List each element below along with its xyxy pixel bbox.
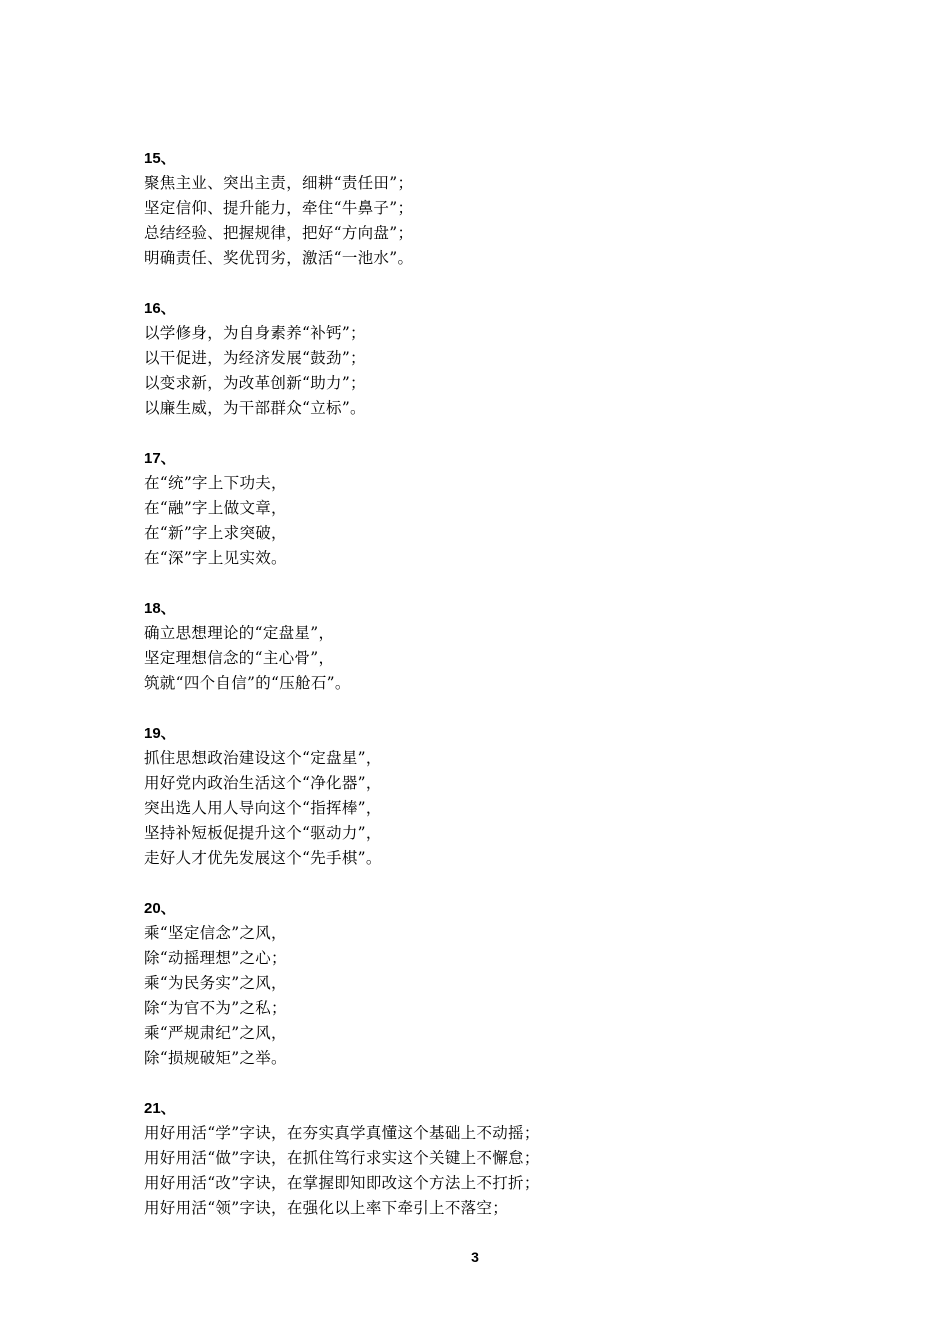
text-line: 在“新”字上求突破， (144, 524, 287, 542)
section-21 (144, 1096, 844, 1221)
text-line: 抓住思想政治建设这个“定盘星”， (144, 749, 382, 767)
text-line: 乘“为民务实”之风， (144, 974, 287, 992)
text-line: 乘“严规肃纪”之风， (144, 1024, 287, 1042)
text-line: 除“动摇理想”之心； (144, 949, 287, 967)
text-line: 走好人才优先发展这个“先手棋”。 (144, 849, 382, 867)
text-line: 坚定理想信念的“主心骨”， (144, 649, 335, 667)
section-19 (144, 721, 844, 871)
section-number: 19、 (144, 725, 176, 742)
text-line: 用好用活“做”字诀，在抓住笃行求实这个关键上不懈怠； (144, 1149, 540, 1167)
text-line: 用好用活“学”字诀，在夯实真学真懂这个基础上不动摇； (144, 1124, 540, 1142)
text-line: 总结经验、把握规律，把好“方向盘”； (144, 224, 414, 242)
section-16 (144, 296, 844, 421)
text-line: 用好用活“改”字诀，在掌握即知即改这个方法上不打折； (144, 1174, 540, 1192)
text-line: 以廉生威，为干部群众“立标”。 (144, 399, 366, 417)
text-line: 坚持补短板促提升这个“驱动力”， (144, 824, 382, 842)
text-line: 在“统”字上下功夫， (144, 474, 287, 492)
text-line: 筑就“四个自信”的“压舱石”。 (144, 674, 351, 692)
section-20 (144, 896, 844, 1071)
page-number: 3 (471, 1249, 479, 1265)
section-number: 15、 (144, 150, 176, 167)
section-18 (144, 596, 844, 696)
text-line: 用好党内政治生活这个“净化器”， (144, 774, 382, 792)
text-line: 聚焦主业、突出主责，细耕“责任田”； (144, 174, 414, 192)
text-line: 确立思想理论的“定盘星”， (144, 624, 335, 642)
section-number: 20、 (144, 900, 176, 917)
text-line: 在“深”字上见实效。 (144, 549, 287, 567)
text-line: 以变求新，为改革创新“助力”； (144, 374, 366, 392)
text-line: 以学修身，为自身素养“补钙”； (144, 324, 366, 342)
section-number: 17、 (144, 450, 176, 467)
text-line: 突出选人用人导向这个“指挥棒”， (144, 799, 382, 817)
text-line: 坚定信仰、提升能力，牵住“牛鼻子”； (144, 199, 414, 217)
section-number: 16、 (144, 300, 176, 317)
text-line: 乘“坚定信念”之风， (144, 924, 287, 942)
text-line: 明确责任、奖优罚劣，激活“一池水”。 (144, 249, 414, 267)
section-15 (144, 146, 844, 271)
text-line: 除“损规破矩”之举。 (144, 1049, 287, 1067)
text-line: 用好用活“领”字诀，在强化以上率下牵引上不落空； (144, 1199, 509, 1217)
document-body (144, 146, 844, 1246)
section-number: 18、 (144, 600, 176, 617)
section-17 (144, 446, 844, 571)
text-line: 在“融”字上做文章， (144, 499, 287, 517)
text-line: 除“为官不为”之私； (144, 999, 287, 1017)
section-number: 21、 (144, 1100, 176, 1117)
text-line: 以干促进，为经济发展“鼓劲”； (144, 349, 366, 367)
